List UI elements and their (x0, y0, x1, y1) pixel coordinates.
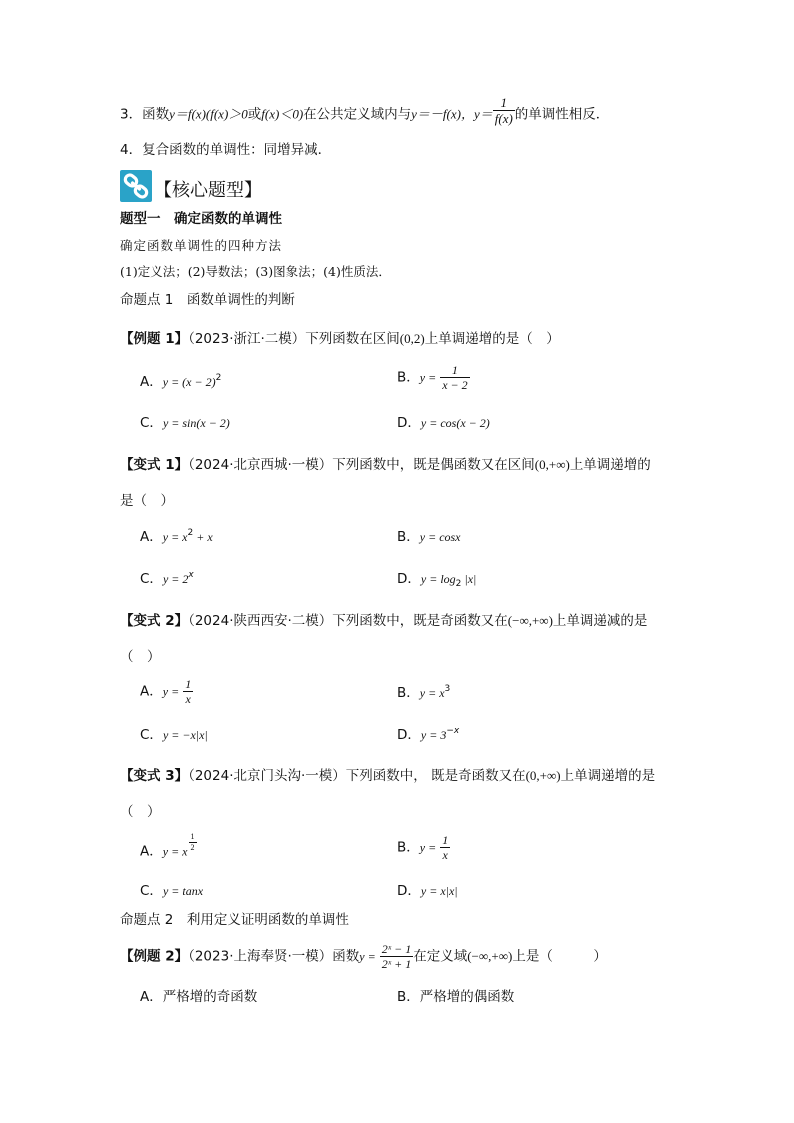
math: y＝－f(x)，y＝ (411, 106, 493, 122)
option-math: y = (162, 684, 180, 699)
option-label: A． (140, 374, 163, 390)
text: 在公共定义域内与 (303, 106, 412, 123)
text: 函数 (332, 948, 360, 965)
variant-2-stem-cont: （ ） (120, 649, 161, 665)
denominator: 2ˣ + 1 (381, 957, 412, 971)
text: 或 (247, 106, 262, 123)
option-label: B． (397, 685, 420, 701)
variant-tag: 【变式 2】 (120, 613, 189, 629)
option-label: A． (140, 683, 163, 700)
text: 下列函数中， 既是奇函数又在 (345, 768, 526, 784)
option-label: C． (140, 415, 163, 431)
source: （2024·陕西西安·二模） (188, 613, 333, 629)
option-math: y = tanx (162, 884, 204, 898)
variant-3-option-a[interactable] (140, 832, 197, 861)
option-label: B． (397, 839, 420, 856)
option-math: y = x (162, 530, 188, 544)
example-tag: 【例题 1】 (120, 331, 189, 347)
variant-1-option-d[interactable] (397, 570, 476, 590)
item-number: 3． (120, 106, 143, 123)
proposition-point-2: 命题点 2 利用定义证明函数的单调性 (120, 912, 349, 928)
fraction (440, 364, 469, 391)
option-text: 严格增的偶函数 (419, 989, 515, 1005)
source: （2024·北京门头沟·一模） (188, 768, 346, 784)
variant-3-stem (120, 767, 655, 785)
denominator: x (185, 692, 191, 706)
exponent: 2 (187, 528, 194, 538)
option-math: y = x|x| (420, 884, 458, 898)
option-label: C． (140, 883, 163, 899)
chain-link-glyph (120, 170, 152, 202)
variant-tag: 【变式 3】 (120, 768, 189, 784)
text: 下列函数在区间 (305, 331, 400, 347)
text: 下列函数中，既是偶函数又在区间 (332, 457, 535, 473)
math: f(x)＜0) (261, 106, 304, 122)
variant-2-option-b[interactable] (397, 684, 450, 704)
variant-2-option-d[interactable] (397, 726, 459, 746)
numerator: 1 (440, 364, 469, 378)
option-math: + x (193, 530, 213, 544)
variant-1-option-b[interactable] (397, 528, 461, 546)
denominator: x (442, 848, 448, 862)
subscript: 2 (455, 579, 462, 589)
chain-link-icon (120, 170, 152, 202)
example-2-option-b[interactable] (397, 988, 514, 1006)
source: （2024·北京西城·一模） (188, 457, 333, 473)
option-math: y = sin(x − 2) (162, 416, 230, 430)
example-1-option-c[interactable] (140, 414, 230, 432)
interval: (0,+∞) (525, 768, 561, 783)
option-label: C． (140, 727, 163, 743)
text: 上单调递增的是（ ） (424, 331, 560, 347)
example-1-option-b[interactable] (397, 364, 470, 391)
type-heading: 题型一 确定函数的单调性 (120, 211, 282, 227)
variant-1-option-c[interactable] (140, 570, 194, 590)
option-math: y = (419, 840, 437, 855)
fraction (380, 943, 413, 970)
variant-1-stem-cont: 是（ ） (120, 493, 174, 509)
source: （2023·浙江·二模） (188, 331, 306, 347)
fraction (493, 96, 515, 125)
example-2-option-a[interactable] (140, 988, 257, 1006)
option-math: y = x (419, 686, 445, 700)
variant-3-option-b[interactable] (397, 834, 450, 861)
option-math: y = (x − 2) (162, 375, 216, 389)
method-list: (1)定义法；(2)导数法；(3)图象法；(4)性质法． (120, 264, 391, 279)
text: 的单调性相反． (514, 106, 610, 123)
option-math: y = log (420, 572, 456, 586)
intro-item-4: 4．复合函数的单调性：同增异减． (120, 142, 332, 158)
option-text: 严格增的奇函数 (162, 989, 258, 1005)
option-label: B． (397, 369, 420, 386)
variant-tag: 【变式 1】 (120, 457, 189, 473)
variant-2-option-c[interactable] (140, 726, 208, 744)
variant-1-option-a[interactable] (140, 528, 213, 548)
math: y＝f(x)(f(x)＞0 (169, 106, 248, 122)
option-label: A． (140, 989, 163, 1005)
option-label: D． (397, 727, 421, 743)
example-1-stem (120, 330, 560, 348)
variant-2-option-a[interactable] (140, 678, 193, 705)
exponent: −x (446, 726, 460, 736)
source: （2023·上海奉贤·一模） (188, 948, 333, 965)
variant-3-option-d[interactable] (397, 882, 458, 900)
variant-1-stem (120, 456, 651, 474)
example-tag: 【例题 2】 (120, 948, 189, 965)
interval: (0,2) (399, 331, 425, 346)
text: 在定义域 (413, 948, 468, 965)
method-title: 确定函数单调性的四种方法 (120, 238, 283, 253)
numerator: 1 (185, 677, 192, 691)
numerator: 1 (493, 96, 515, 111)
option-math: y = x (162, 844, 188, 859)
option-label: D． (397, 415, 421, 431)
math: y = (359, 949, 376, 964)
option-math: y = 2 (162, 572, 189, 586)
exponent: x (188, 570, 194, 580)
text: 上单调递增的 (569, 457, 651, 473)
interval: (−∞,+∞) (507, 613, 553, 628)
text: 上单调递减的是 (552, 613, 648, 629)
numerator: 2ˣ − 1 (381, 942, 412, 956)
exponent: 3 (444, 684, 451, 694)
option-math: y = (419, 370, 437, 385)
interval: (−∞,+∞) (467, 948, 513, 964)
variant-3-stem-cont: （ ） (120, 804, 161, 820)
option-label: D． (397, 883, 421, 899)
variant-3-option-c[interactable] (140, 882, 203, 900)
fraction (183, 678, 193, 705)
exponent-fraction: $\frac{1}{2}$ (190, 832, 195, 852)
option-math: y = cosx (419, 530, 461, 544)
section-title: 【核心题型】 (154, 180, 262, 201)
option-label: C． (140, 571, 163, 587)
option-math: y = cos(x − 2) (420, 416, 490, 430)
example-2-stem (120, 943, 607, 970)
proposition-point-1: 命题点 1 函数单调性的判断 (120, 292, 295, 308)
numerator: 1 (442, 833, 449, 847)
intro-item-3 (120, 95, 610, 126)
text: 上是（ ） (512, 948, 607, 965)
option-label: A． (140, 843, 163, 860)
example-1-option-a[interactable] (140, 373, 221, 393)
interval: (0,+∞) (534, 457, 570, 472)
option-math: |x| (464, 572, 477, 586)
option-label: A． (140, 529, 163, 545)
option-math: y = 3 (420, 728, 447, 742)
example-1-option-d[interactable] (397, 414, 490, 432)
option-label: D． (397, 571, 421, 587)
variant-2-stem (120, 612, 647, 630)
exponent: 2 (215, 373, 222, 383)
option-label: B． (397, 529, 420, 545)
text: 上单调递增的是 (560, 768, 656, 784)
fraction (440, 834, 450, 861)
text: 下列函数中，既是奇函数又在 (332, 613, 508, 629)
text: 函数 (142, 106, 170, 123)
option-math: y = −x|x| (162, 728, 208, 742)
option-label: B． (397, 989, 420, 1005)
denominator: f(x) (494, 111, 513, 126)
denominator: x − 2 (442, 378, 468, 392)
